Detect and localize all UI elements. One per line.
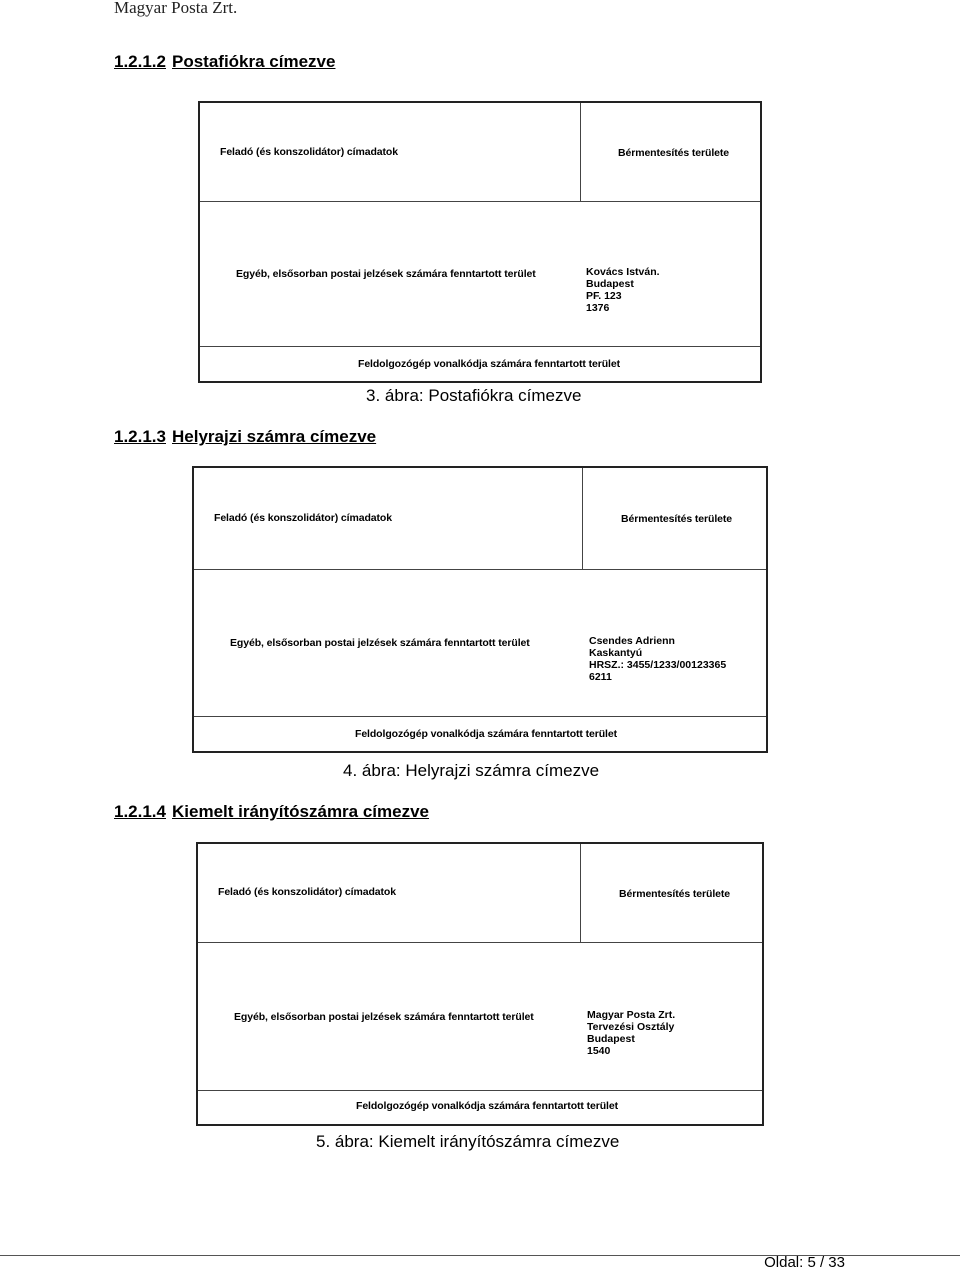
divider	[194, 569, 766, 570]
address-line: Kovács István.	[586, 266, 660, 278]
barcode-area-label: Feldolgozógép vonalkódja számára fenntartott terület	[358, 358, 621, 370]
postage-area-label: Bérmentesítés területe	[618, 147, 730, 159]
header-company-name: Magyar Posta Zrt.	[114, 0, 238, 17]
section-title-priority-zip	[114, 802, 429, 822]
other-area-label: Egyéb, elsősorban postai jelzések számára fenntartott terület	[230, 637, 530, 649]
section-title-parcel	[114, 427, 376, 447]
divider	[200, 201, 760, 202]
sender-area-label: Feladó (és konszolidátor) címadatok	[218, 886, 396, 898]
address-line: 1376	[586, 302, 610, 314]
barcode-area-label: Feldolgozógép vonalkódja számára fenntartott terület	[355, 728, 618, 740]
divider	[580, 844, 581, 942]
recipient-address	[589, 635, 726, 683]
address-line: HRSZ.: 3455/1233/00123365	[589, 659, 727, 671]
address-line: PF. 123	[586, 290, 622, 302]
postage-area-label: Bérmentesítés területe	[619, 888, 731, 900]
sender-area-label: Feladó (és konszolidátor) címadatok	[214, 512, 392, 524]
figure-caption: 3. ábra: Postafiókra címezve	[366, 386, 582, 405]
other-area-label: Egyéb, elsősorban postai jelzések számára fenntartott terület	[236, 268, 536, 280]
divider	[198, 1090, 762, 1091]
divider	[200, 346, 760, 347]
recipient-address	[587, 1009, 675, 1057]
section-number: 1.2.1.4	[114, 802, 166, 821]
figure-caption: 5. ábra: Kiemelt irányítószámra címezve	[316, 1132, 620, 1151]
address-line: Budapest	[586, 278, 634, 290]
divider	[194, 716, 766, 717]
address-line: Kaskantyú	[589, 647, 643, 659]
postage-area-label: Bérmentesítés területe	[621, 513, 733, 525]
other-area-label: Egyéb, elsősorban postai jelzések számára fenntartott terület	[234, 1011, 534, 1023]
address-line: Tervezési Osztály	[587, 1021, 675, 1033]
section-title-text: Postafiókra címezve	[172, 52, 336, 71]
divider	[198, 942, 762, 943]
envelope-figure-4	[192, 466, 768, 753]
address-line: Csendes Adrienn	[589, 635, 675, 647]
envelope-figure-5	[196, 842, 764, 1126]
section-title-text: Helyrajzi számra címezve	[172, 427, 377, 446]
address-line: 6211	[589, 671, 612, 683]
barcode-area-label: Feldolgozógép vonalkódja számára fenntartott terület	[356, 1100, 619, 1112]
sender-area-label: Feladó (és konszolidátor) címadatok	[220, 146, 398, 158]
section-number: 1.2.1.2	[114, 52, 166, 71]
address-line: Budapest	[587, 1033, 635, 1045]
section-number: 1.2.1.3	[114, 427, 166, 446]
divider	[580, 103, 581, 201]
recipient-address	[586, 266, 660, 314]
page-number: Oldal: 5 / 33	[764, 1254, 845, 1271]
address-line: 1540	[587, 1045, 611, 1057]
envelope-figure-3	[198, 101, 762, 383]
section-title-postbox	[114, 52, 335, 72]
divider	[582, 468, 583, 569]
address-line: Magyar Posta Zrt.	[587, 1009, 676, 1021]
figure-caption: 4. ábra: Helyrajzi számra címezve	[343, 761, 600, 780]
section-title-text: Kiemelt irányítószámra címezve	[172, 802, 430, 821]
